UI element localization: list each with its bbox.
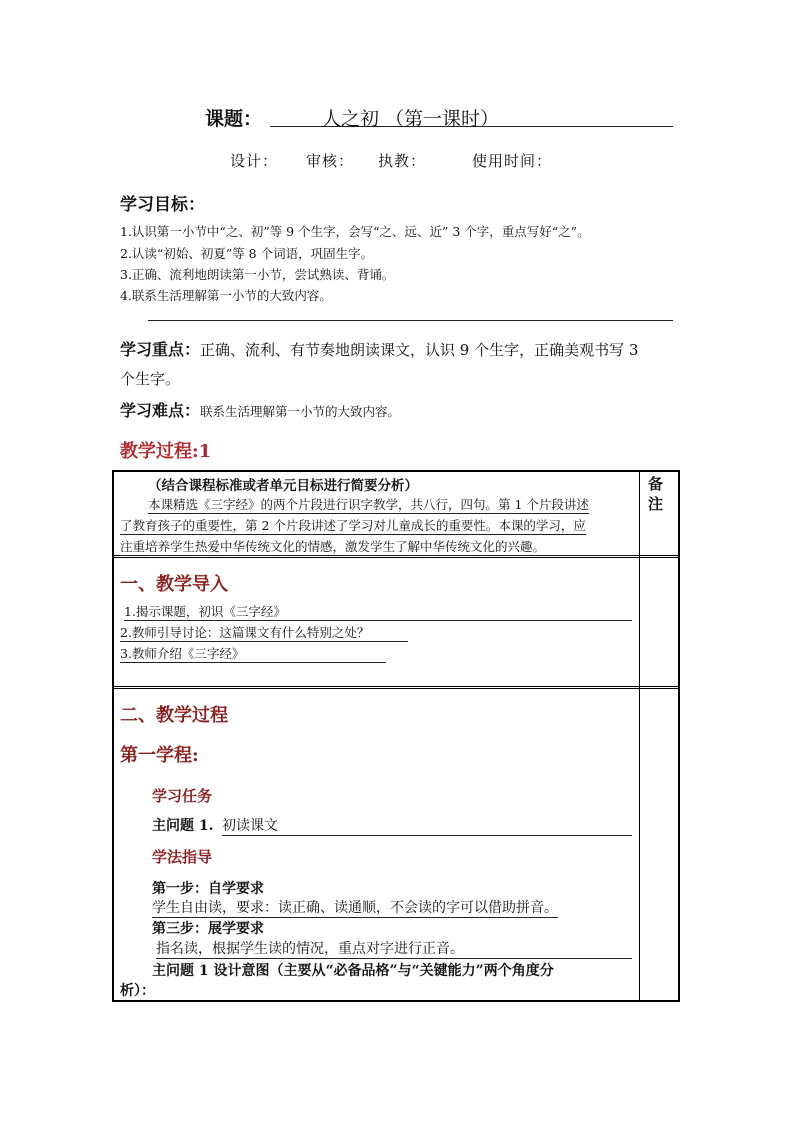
meta-review: 审核： — [306, 152, 355, 170]
remark-label: 备 注 — [648, 475, 664, 513]
section-divider — [148, 320, 673, 321]
stage-title: 第一学程: — [120, 745, 199, 766]
objective-item: 2.认读“初始、初夏”等 8 个词语，巩固生字。 — [120, 246, 374, 261]
process-title: 二、教学过程 — [120, 705, 228, 726]
design-intent-cont: 析）： — [120, 983, 155, 999]
meta-design: 设计： — [230, 152, 279, 170]
lesson-title-label: 课题： — [205, 108, 263, 130]
intro-title: 一、教学导入 — [120, 574, 228, 595]
analysis-line: 了教育孩子的重要性，第 2 个片段讲述了学习对儿童成长的重要性。本课的学习，应 — [120, 518, 586, 533]
meta-teacher: 执教： — [378, 152, 427, 170]
meta-date: 使用时间： — [472, 152, 553, 170]
key-points-label: 学习重点： — [120, 340, 201, 359]
objective-item: 1.认识第一小节中“之、初”等 9 个生字，会写“之、远、近” 3 个字，重点写好“之”。 — [120, 224, 590, 239]
design-intent: 主问题 1 设计意图（主要从“必备品格”与“关键能力”两个角度分 — [152, 963, 554, 979]
difficulty-label: 学习难点： — [120, 401, 201, 420]
analysis-line: 本课精选《三字经》的两个片段进行识字教学，共八行，四句。第 1 个片段讲述 — [148, 497, 589, 512]
difficulty-text: 联系生活理解第一小节的大致内容。 — [200, 404, 401, 419]
process-heading: 教学过程:1 — [120, 441, 212, 462]
table-col-divider — [639, 470, 640, 1000]
table-border-top — [112, 470, 680, 472]
table-row-divider — [112, 557, 680, 558]
table-border-bottom — [112, 1000, 680, 1002]
table-row-divider — [112, 688, 680, 689]
analysis-title: （结合课程标准或者单元目标进行简要分析） — [148, 478, 418, 494]
lesson-title: 人之初 （第一课时） — [322, 108, 500, 130]
key-points-text: 正确、流利、有节奏地朗读课文，认识 9 个生字，正确美观书写 3 — [200, 341, 639, 359]
table-border-left — [112, 470, 114, 1002]
key-points — [120, 337, 638, 360]
main-question-label: 主问题 1. — [152, 818, 214, 834]
intro-item: 2.教师引导讨论：这篇课文有什么特别之处？ — [120, 623, 408, 642]
task-heading: 学习任务 — [152, 787, 213, 805]
step3-text: 指名读，根据学生读的情况，重点对字进行正音。 — [156, 938, 632, 959]
intro-item: 3.教师介绍《三字经》 — [120, 644, 386, 663]
step1-label: 第一步：自学要求 — [152, 881, 264, 897]
table-row-divider — [112, 686, 680, 687]
objectives-heading: 学习目标： — [120, 195, 205, 215]
objective-item: 3.正确、流利地朗读第一小节，尝试熟读、背诵。 — [120, 267, 395, 282]
intro-item: 1.揭示课题，初识《三字经》 — [124, 602, 632, 621]
difficulty — [120, 398, 400, 421]
main-question — [152, 815, 214, 835]
objective-item: 4.联系生活理解第一小节的大致内容。 — [120, 288, 332, 303]
key-points-text-cont: 个生字。 — [120, 370, 181, 388]
table-border-right — [678, 470, 680, 1002]
main-question-text: 初读课文 — [222, 815, 632, 836]
method-heading: 学法指导 — [152, 848, 213, 866]
step1-text: 学生自由读，要求：读正确、读通顺，不会读的字可以借助拼音。 — [152, 897, 558, 918]
step3-label: 第三步：展学要求 — [152, 921, 264, 937]
analysis-line: 注重培养学生热爱中华传统文化的情感，激发学生了解中华传统文化的兴趣。 — [120, 537, 632, 556]
